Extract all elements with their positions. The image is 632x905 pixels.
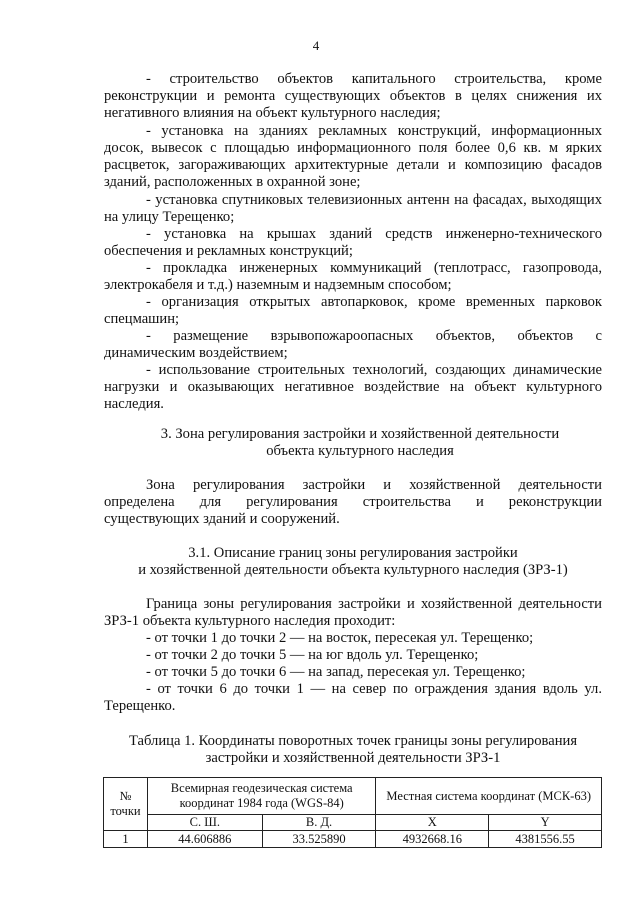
- header-wgs84: [147, 778, 375, 815]
- header-point-number-text: № точки: [110, 789, 141, 818]
- subheader-latitude: С. Ш.: [147, 815, 262, 831]
- header-wgs84-text: Всемирная геодезическая система координат 1984 года (WGS-84): [170, 781, 353, 810]
- subheader-longitude: В. Д.: [262, 815, 376, 831]
- section-3-1-heading-line: 3.1. Описание границ зоны регулирования застройки: [188, 545, 518, 561]
- table-caption-line: Таблица 1. Координаты поворотных точек границы зоны регулирования: [128, 733, 578, 749]
- boundary-segment: - от точки 6 до точки 1 — на север по ограждения здания вдоль ул. Терещенко.: [104, 681, 602, 714]
- header-msk63: [376, 778, 602, 815]
- section-3-paragraph-line: существующих зданий и сооружений.: [104, 511, 340, 527]
- header-point-number: [104, 778, 148, 831]
- prohibition-item: - установка спутниковых телевизионных антенн на фасадах, выходящих на улицу Терещенко;: [104, 192, 602, 225]
- header-msk63-text: Местная система координат (МСК-63): [386, 788, 591, 803]
- section-3-1-heading-line: и хозяйственной деятельности объекта культурного наследия (ЗРЗ-1): [138, 562, 568, 578]
- prohibition-item: - организация открытых автопарковок, кроме временных парковок спецмашин;: [104, 294, 602, 327]
- section-3-paragraph: [104, 477, 602, 528]
- cell-point: 1: [104, 831, 148, 848]
- coordinates-table: [103, 777, 602, 848]
- prohibition-item: - строительство объектов капитального строительства, кроме реконструкции и ремонта существующих объектов в целях снижения их негативного влияния на объект культурного наследия;: [104, 71, 602, 121]
- cell-y: 4381556.55: [489, 831, 602, 848]
- cell-x: 4932668.16: [376, 831, 489, 848]
- section-3-heading-line: объекта культурного наследия: [266, 443, 454, 459]
- section-3-paragraph-line: определена для регулирования строительства и реконструкции: [104, 494, 602, 510]
- prohibition-item: - использование строительных технологий, создающих динамические нагрузки и оказывающих негативное воздействие на объект культурного наследия.: [104, 362, 602, 412]
- section-3-heading: [120, 426, 600, 460]
- cell-latitude: 44.606886: [147, 831, 262, 848]
- prohibition-item: - установка на крышах зданий средств инженерно-технического обеспечения и рекламных конструкций;: [104, 226, 602, 259]
- page-number: 4: [312, 38, 320, 53]
- boundary-segment: - от точки 5 до точки 6 — на запад, пересекая ул. Терещенко;: [146, 664, 526, 680]
- section-3-paragraph-line: Зона регулирования застройки и хозяйственной деятельности: [146, 477, 602, 493]
- boundary-segment: - от точки 1 до точки 2 — на восток, пересекая ул. Терещенко;: [146, 630, 534, 646]
- section-3-heading-line: 3. Зона регулирования застройки и хозяйственной деятельности: [160, 426, 560, 442]
- prohibition-item: - размещение взрывопожароопасных объектов, объектов с динамическим воздействием;: [104, 328, 602, 361]
- table-row: [104, 831, 602, 848]
- subheader-y: Y: [489, 815, 602, 831]
- table-caption-line: застройки и хозяйственной деятельности ЗРЗ-1: [205, 750, 501, 766]
- cell-longitude: 33.525890: [262, 831, 376, 848]
- prohibition-item: - прокладка инженерных коммуникаций (теплотрасс, газопровода, электрокабеля и т.д.) наземным и надземным способом;: [104, 260, 602, 293]
- section-3-1-heading: [104, 545, 602, 579]
- boundary-intro: Граница зоны регулирования застройки и хозяйственной деятельности ЗРЗ-1 объекта культурного наследия проходит:: [104, 596, 602, 629]
- boundary-segment: - от точки 2 до точки 5 — на юг вдоль ул. Терещенко;: [146, 647, 479, 663]
- table-caption: [104, 733, 602, 767]
- prohibition-item: - установка на зданиях рекламных конструкций, информационных досок, вывесок с площадью информационного поля более 0,6 кв. м ярких расцветок, загораживающих архитектурные детали и композицию фасадов зданий, расположенных в охранной зоне;: [104, 123, 602, 190]
- subheader-x: X: [376, 815, 489, 831]
